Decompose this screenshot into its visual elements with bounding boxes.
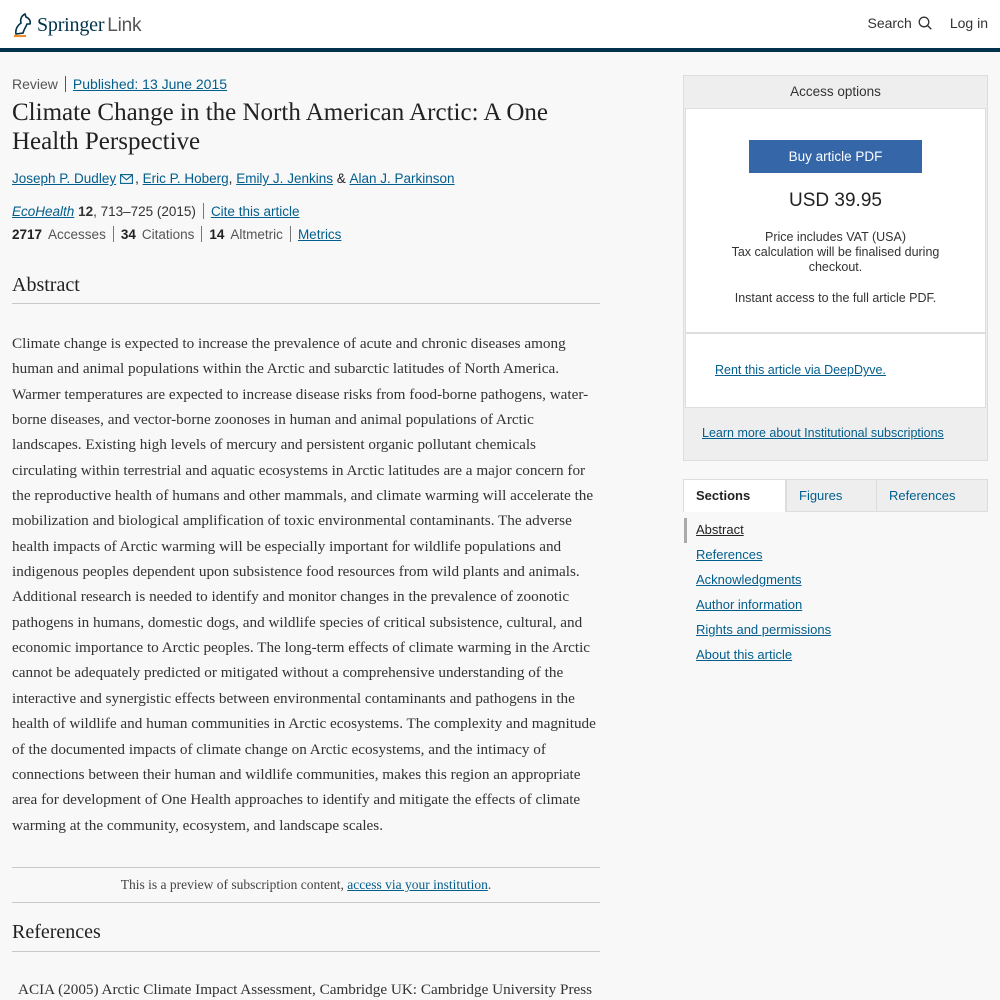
tab-figures[interactable]: Figures bbox=[786, 480, 876, 511]
abstract-heading: Abstract bbox=[12, 274, 80, 296]
author-separator: , bbox=[228, 171, 233, 186]
search-button[interactable] bbox=[867, 15, 931, 31]
search-label: Search bbox=[867, 15, 912, 31]
divider bbox=[113, 226, 114, 242]
tab-references[interactable]: References bbox=[876, 480, 987, 511]
journal-citation bbox=[12, 203, 299, 219]
author-link[interactable]: Alan J. Parkinson bbox=[349, 171, 455, 186]
buy-article-card bbox=[685, 108, 986, 333]
altmetric-count: 14 bbox=[209, 226, 225, 242]
author-list bbox=[12, 171, 455, 186]
institutional-subscriptions-link[interactable]: Learn more about Institutional subscriptions bbox=[702, 426, 944, 440]
springer-horse-icon bbox=[12, 12, 34, 38]
tab-sections[interactable]: Sections bbox=[683, 479, 786, 512]
article-type: Review bbox=[12, 76, 58, 92]
rent-article-card bbox=[685, 333, 986, 408]
section-link-about-this-article[interactable]: About this article bbox=[696, 647, 793, 662]
accesses-count: 2717 bbox=[12, 226, 43, 242]
metrics-link[interactable]: Metrics bbox=[297, 226, 342, 242]
section-link-abstract[interactable]: Abstract bbox=[684, 518, 988, 543]
author-link[interactable]: Eric P. Hoberg bbox=[142, 171, 229, 186]
altmetric-label: Altmetric bbox=[230, 226, 283, 242]
institution-access-link[interactable]: access via your institution bbox=[347, 877, 488, 892]
heading-rule bbox=[12, 951, 600, 952]
author-link[interactable]: Joseph P. Dudley bbox=[12, 171, 117, 186]
article-metrics bbox=[12, 226, 341, 242]
logo-text: Springer Link bbox=[37, 13, 142, 36]
divider bbox=[65, 76, 66, 92]
article-price: USD 39.95 bbox=[789, 190, 882, 211]
author-separator: & bbox=[336, 171, 346, 186]
journal-link[interactable]: EcoHealth bbox=[12, 203, 75, 219]
access-options-panel bbox=[683, 75, 988, 461]
search-icon bbox=[918, 16, 932, 30]
springer-link-logo[interactable] bbox=[12, 11, 141, 39]
buy-article-pdf-button[interactable]: Buy article PDF bbox=[749, 140, 922, 173]
author-separator: , bbox=[135, 171, 139, 186]
journal-volume: 12 bbox=[78, 203, 94, 219]
divider bbox=[203, 203, 204, 219]
section-link-rights-and-permissions[interactable]: Rights and permissions bbox=[696, 622, 832, 637]
section-link-author-information[interactable]: Author information bbox=[696, 597, 803, 612]
abstract-text: Climate change is expected to increase the prevalence of acute and chronic diseases among human and animal populations within the Arctic and subarctic latitudes of North America. Warmer temperatures are expected to increase disease risks from food-borne pathogens, water-borne diseases, and vector-borne zoonoses in human and animal populations of Arctic landscapes. Existing high levels of mercury and persistent organic pollutant chemicals circulating within terrestrial and aquatic ecosystems in Arctic latitudes are a major concern for the reproductive health of humans and other mammals, and climate warming will accelerate the mobilization and biological amplification of toxic environmental contaminants. The adverse health impacts of Arctic warming will be especially important for wildlife populations and indigenous peoples dependent upon subsistence food resources from wild plants and animals. Additional research is needed to identify and monitor changes in the prevalence of zoonotic pathogens in humans, domestic dogs, and wildlife species of critical subsistence, cultural, and economic importance to Arctic peoples. The long-term effects of climate warming in the Arctic cannot be adequately predicted or mitigated without a comprehensive understanding of the interactive and synergistic effects between environmental contaminants and pathogens in the health of wildlife and human communities in Arctic ecosystems. The complexity and magnitude of the documented impacts of climate change on Arctic ecosystems, and the intimacy of connections between their human and wildlife communities, makes this region an appropriate area for development of One Health approaches to identify and mitigate the effects of climate warming at the community, ecosystem, and landscape scales. bbox=[12, 335, 596, 834]
divider bbox=[290, 226, 291, 242]
heading-rule bbox=[12, 303, 600, 304]
access-options-heading: Access options bbox=[790, 84, 881, 99]
citations-label: Citations bbox=[141, 226, 195, 242]
references-heading: References bbox=[12, 921, 101, 943]
price-note bbox=[686, 230, 985, 275]
section-link-acknowledgments[interactable]: Acknowledgments bbox=[696, 572, 802, 587]
author-link[interactable]: Emily J. Jenkins bbox=[236, 171, 333, 186]
sections-list bbox=[684, 518, 988, 668]
subscription-preview-notice bbox=[12, 867, 600, 903]
journal-pages: , 713–725 (2015) bbox=[93, 203, 196, 219]
published-date-link[interactable]: Published: 13 June 2015 bbox=[72, 76, 228, 92]
site-header bbox=[0, 0, 1000, 52]
preview-text: This is a preview of subscription content, bbox=[120, 877, 348, 892]
reference-item: ACIA (2005) Arctic Climate Impact Assessment, Cambridge UK: Cambridge University Press bbox=[18, 981, 593, 998]
sidebar-tabs bbox=[683, 479, 988, 512]
article-title: Climate Change in the North American Arctic: A One Health Perspective bbox=[12, 99, 548, 155]
rent-deepdyve-link[interactable]: Rent this article via DeepDyve. bbox=[715, 363, 886, 377]
tax-note: Tax calculation will be finalised during checkout. bbox=[731, 245, 940, 274]
citations-count: 34 bbox=[120, 226, 136, 242]
article-meta bbox=[12, 76, 227, 92]
vat-note: Price includes VAT (USA) bbox=[764, 230, 906, 244]
preview-end: . bbox=[487, 877, 492, 892]
login-link[interactable]: Log in bbox=[949, 15, 988, 31]
section-link-references[interactable]: References bbox=[696, 547, 763, 562]
divider bbox=[201, 226, 202, 242]
instant-access-note: Instant access to the full article PDF. bbox=[734, 291, 937, 305]
email-icon[interactable] bbox=[120, 174, 133, 184]
accesses-label: Accesses bbox=[48, 226, 106, 242]
cite-this-article-link[interactable]: Cite this article bbox=[210, 203, 300, 219]
